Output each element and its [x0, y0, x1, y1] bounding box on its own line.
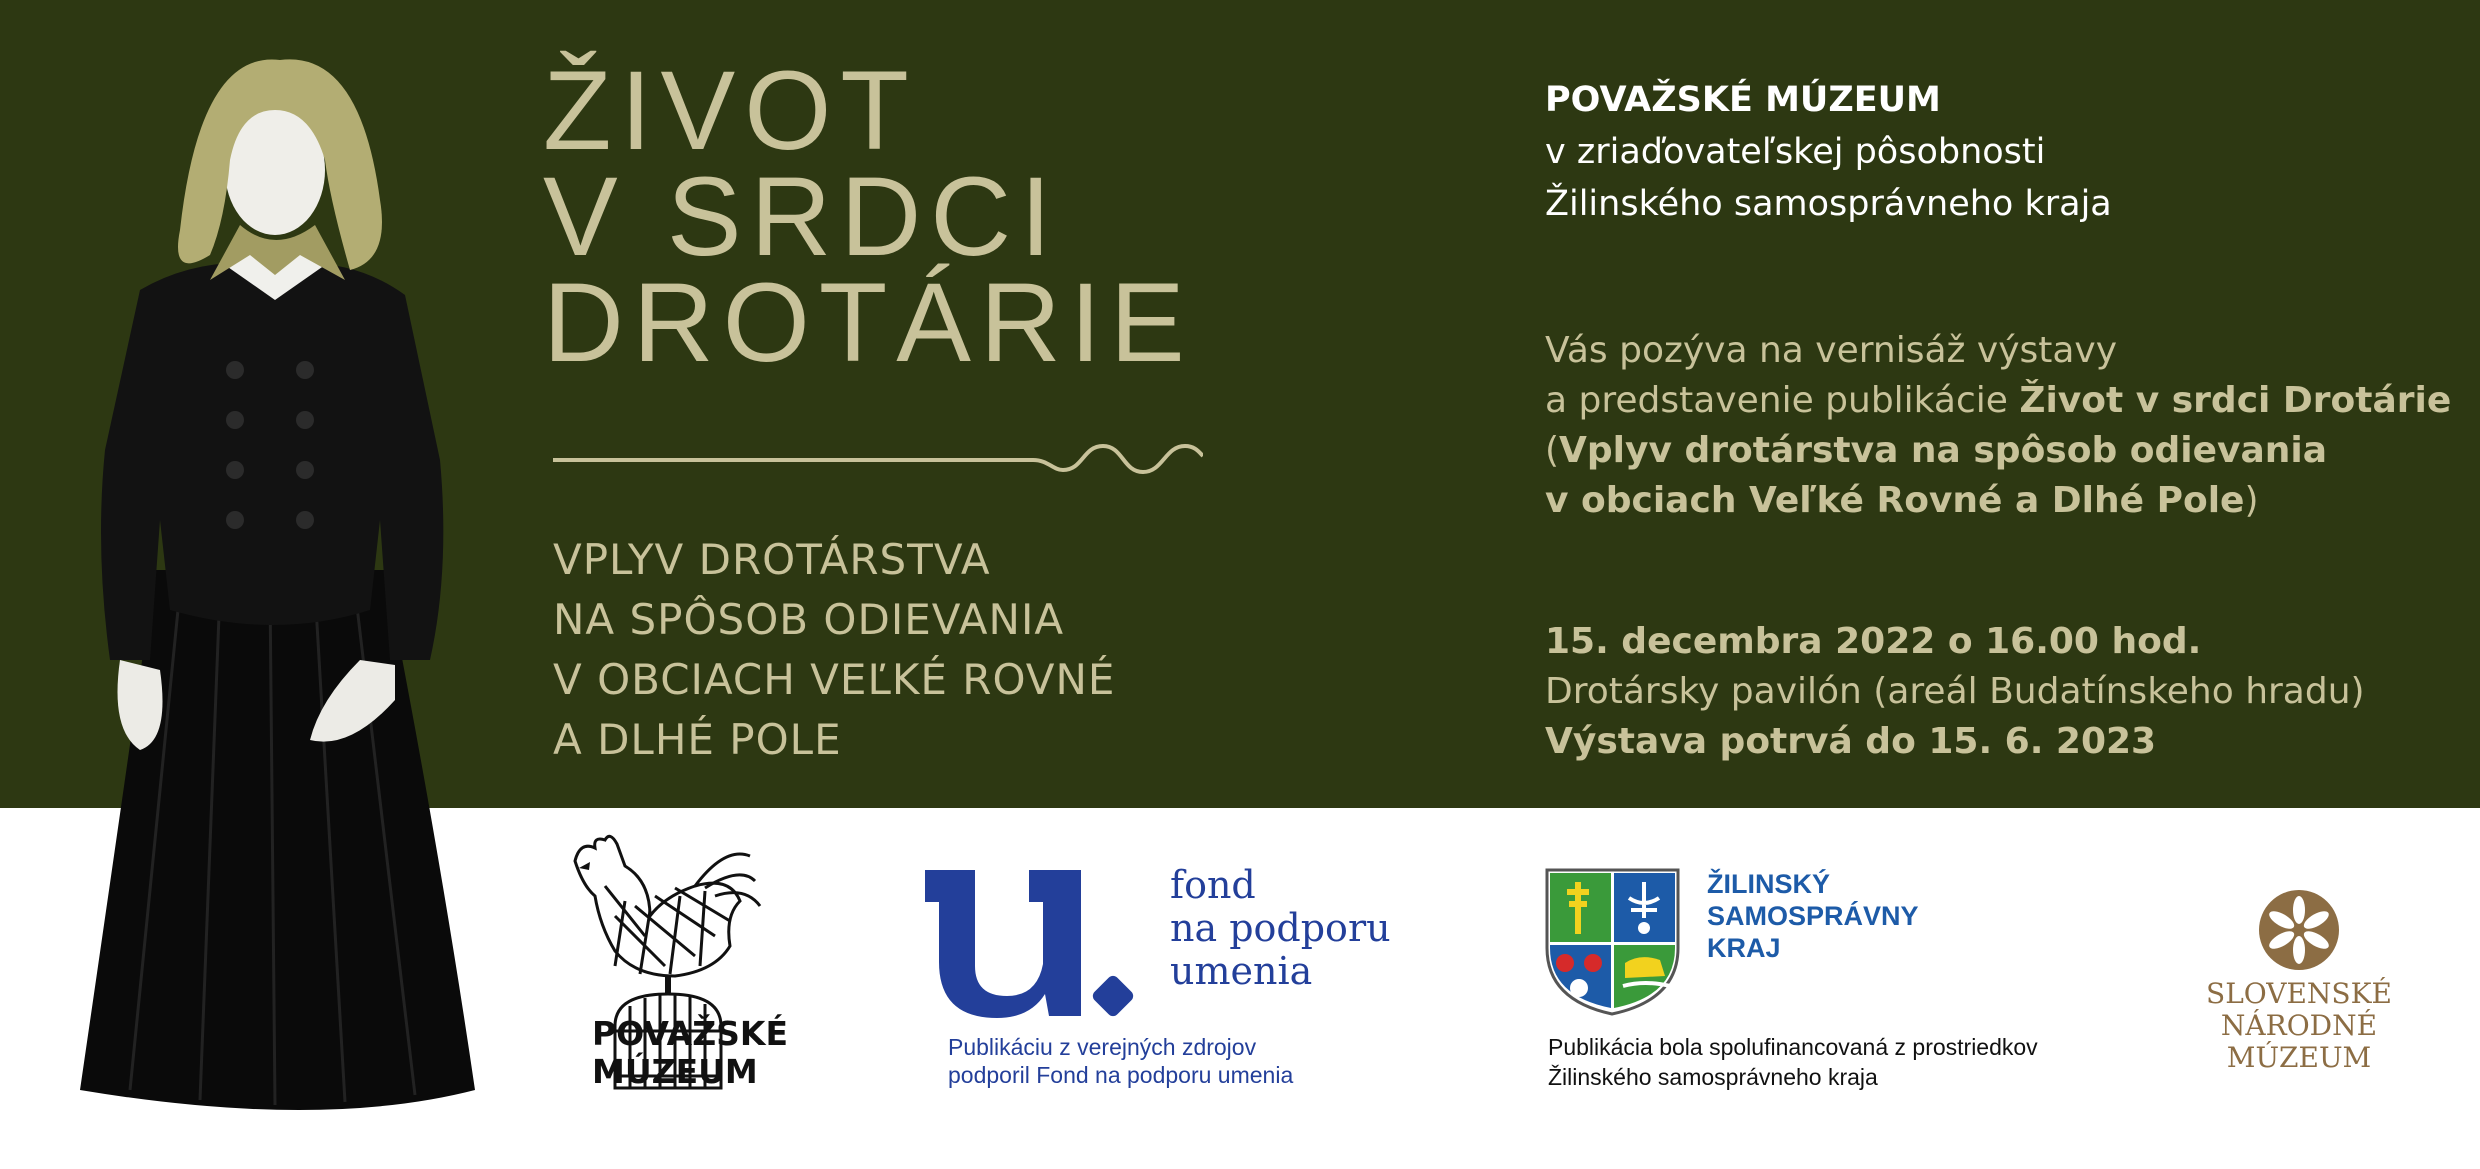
costume-figure-image: [60, 50, 500, 1130]
invitation-line-2: [1545, 376, 2451, 426]
fpu-name-line-3: umenia: [1170, 949, 1313, 993]
fpu-note-line-2: podporil Fond na podporu umenia: [948, 1062, 1294, 1088]
zsk-note-line-2: Žilinského samosprávneho kraja: [1548, 1064, 1878, 1090]
povazske-muzeum-logo-text: [592, 1015, 788, 1091]
zsk-funding-note: [1548, 1032, 2038, 1092]
zsk-name-line-3: KRAJ: [1707, 933, 1781, 963]
fpu-name-line-1: fond: [1170, 863, 1256, 907]
publication-title: Život v srdci Drotárie: [2019, 380, 2452, 421]
snm-logo-text: [2194, 978, 2404, 1074]
organizer-block: [1545, 74, 2112, 230]
flower-rosette-icon: [2257, 888, 2341, 972]
zsk-name-line-2: SAMOSPRÁVNY: [1707, 901, 1919, 931]
fpu-funding-note: [948, 1033, 1293, 1089]
paren-open: (: [1545, 430, 1560, 471]
fpu-name-line-2: na podporu: [1170, 906, 1391, 950]
invitation-line-1: Vás pozýva na vernisáž výstavy: [1545, 330, 2118, 371]
exhibition-subtitle: [553, 530, 1115, 770]
subtitle-line-3: V OBCIACH VEĽKÉ ROVNÉ: [553, 655, 1116, 704]
zsk-name-line-1: ŽILINSKÝ: [1707, 869, 1831, 899]
invitation-line-2-prefix: a predstavenie publikácie: [1545, 380, 2020, 421]
title-line-3: DROTÁRIE: [543, 260, 1194, 385]
invitation-line-3: [1545, 426, 2451, 476]
zsk-note-line-1: Publikácia bola spolufinancovaná z prostriedkov: [1548, 1034, 2038, 1060]
fpu-note-line-1: Publikáciu z verejných zdrojov: [948, 1034, 1257, 1060]
subtitle-line-4: A DLHÉ POLE: [553, 715, 842, 764]
fpu-logo-text: [1170, 864, 1391, 993]
event-duration: Výstava potrvá do 15. 6. 2023: [1545, 721, 2157, 762]
publication-subtitle-2: v obciach Veľké Rovné a Dlhé Pole: [1545, 480, 2245, 521]
fpu-u-mark-icon: [925, 866, 1140, 1026]
title-line-2: V SRDCI: [543, 154, 1061, 279]
subtitle-line-1: VPLYV DROTÁRSTVA: [553, 535, 991, 584]
title-line-1: ŽIVOT: [543, 48, 918, 173]
pm-text-line-1: POVAŽSKÉ: [592, 1014, 789, 1053]
organizer-line-2: v zriaďovateľskej pôsobnosti: [1545, 132, 2046, 172]
publication-subtitle-1: Vplyv drotárstva na spôsob odievania: [1559, 430, 2328, 471]
pm-text-line-2: MÚZEUM: [592, 1052, 758, 1091]
title-wave-divider: [553, 440, 1203, 480]
coat-of-arms-icon: [1545, 868, 1680, 1016]
event-venue: Drotársky pavilón (areál Budatínskeho hradu): [1545, 671, 2365, 712]
snm-text-line-1: SLOVENSKÉ: [2206, 977, 2392, 1010]
zsk-logo-text: [1707, 868, 1919, 964]
organizer-line-3: Žilinského samosprávneho kraja: [1545, 184, 2112, 224]
exhibition-title: [543, 48, 1194, 385]
invitation-block: [1545, 326, 2451, 526]
event-details: [1545, 617, 2365, 767]
invitation-line-4: [1545, 476, 2451, 526]
subtitle-line-2: NA SPÔSOB ODIEVANIA: [553, 595, 1065, 644]
paren-close: ): [2244, 480, 2259, 521]
snm-text-line-2: NÁRODNÉ: [2220, 1009, 2378, 1042]
organizer-name: POVAŽSKÉ MÚZEUM: [1545, 80, 1941, 120]
event-date: 15. decembra 2022 o 16.00 hod.: [1545, 621, 2202, 662]
snm-text-line-3: MÚZEUM: [2226, 1041, 2372, 1074]
